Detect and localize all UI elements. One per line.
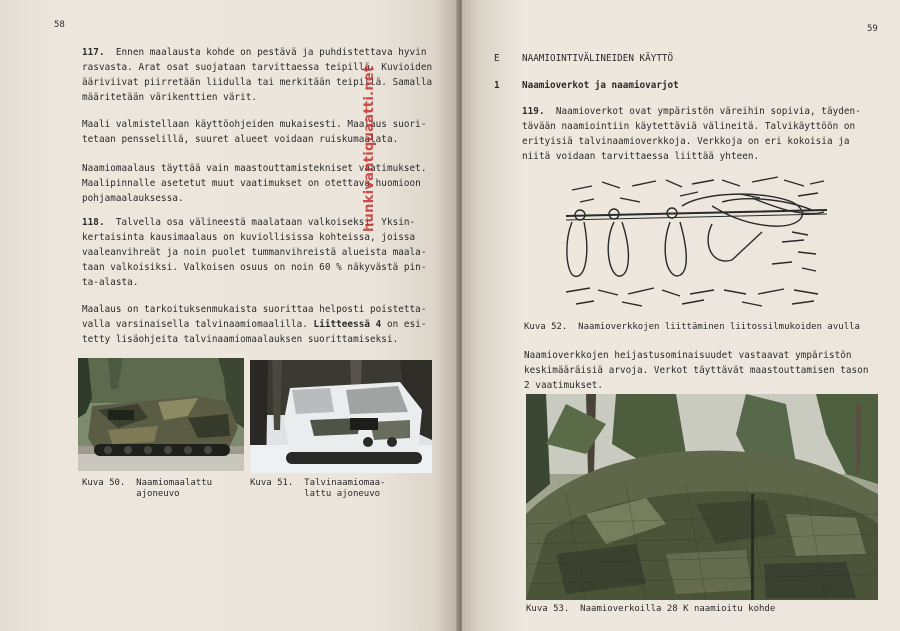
paragraph-number: 118.	[82, 217, 105, 228]
paragraph-117	[82, 45, 432, 105]
text-line: Naamioverkkojen heijastusominaisuudet vastaavat ympäristön	[524, 350, 852, 361]
paragraph-number: 117.	[82, 47, 105, 58]
right-page	[462, 0, 900, 631]
text-line: Maalipinnalle asetetut muut vaatimukset on otettava huomioon	[82, 178, 421, 189]
text-line: tetty lisäohjeita talvinaamiomaalauksen suorittamiseksi.	[82, 334, 399, 345]
text-line: 2 vaatimukset.	[524, 380, 604, 391]
text-line: on esi-	[381, 319, 427, 330]
text-line: pohjamaalauksessa.	[82, 193, 184, 204]
paragraph-118b	[82, 302, 427, 347]
text-line: Maalaus on tarkoituksenmukaista suorittaa helposti poistetta-	[82, 304, 427, 315]
text-line: Ennen maalausta kohde on pestävä ja puhdistettava hyvin	[104, 47, 427, 58]
text-line: erityisiä talvinaamioverkkoja. Verkkoja on eri kokoisia ja	[522, 136, 850, 147]
text-line: ta-alasta.	[82, 277, 139, 288]
figure-caption: Kuva 53. Naamioverkoilla 28 K naamioitu kohde	[526, 604, 776, 614]
text-line: niitä voidaan tarvittaessa liittää yhteen.	[522, 151, 760, 162]
watermark: hunkivantiquaatti.net	[362, 65, 377, 232]
text-line: valla varsinaisella talvinaamiomaalilla.	[82, 319, 314, 330]
paragraph-120	[524, 348, 868, 393]
subsection-number: 1	[494, 80, 500, 91]
page-number: 58	[54, 20, 65, 30]
text-line: taan valkoisiksi. Valkoisen osuus on noin 60 % näkyvästä pin-	[82, 262, 427, 273]
text-line: tetaan pensselillä, suuret alueet voidaan ruiskumaalata.	[82, 134, 399, 145]
text-line: vaaleanvihreät ja noin puolet tummanvihreistä alueista maala-	[82, 247, 427, 258]
text-line: ääriviivat piirretään liidulla tai merkitään teipillä. Samalla	[82, 77, 433, 88]
subsection-heading: Naamioverkot ja naamiovarjot	[522, 80, 679, 91]
photo-winter-vehicle	[250, 360, 432, 473]
appendix-reference: Liitteessä 4	[313, 319, 382, 330]
section-letter: E	[494, 53, 500, 64]
text-line: Naamioverkot ovat ympäristön väreihin sopivia, täyden-	[544, 106, 861, 117]
text-line: keskimääräisiä arvoja. Verkot täyttävät maastouttamisen tason	[524, 365, 869, 376]
figure-caption: Kuva 51. Talvinaamiomaa- lattu ajoneuvo	[250, 478, 386, 499]
paragraph-number: 119.	[522, 106, 545, 117]
text-line: tävään naamiointiin käytettäviä välineitä. Talvikäyttöön on	[522, 121, 856, 132]
page-number: 59	[867, 24, 878, 34]
photo-camouflaged-vehicle	[78, 358, 244, 471]
text-line: Maali valmistellaan käyttöohjeiden mukaisesti. Maalaus suori-	[82, 119, 427, 130]
section-heading: NAAMIOINTIVÄLINEIDEN KÄYTTÖ	[522, 53, 674, 64]
paragraph-119	[522, 104, 861, 164]
text-line: Talvella osa välineestä maalataan valkoiseksi. Yksin-	[104, 217, 416, 228]
text-line: rasvasta. Arat osat suojataan tarvittaessa teipillä. Kuvioiden	[82, 62, 433, 73]
illustration-net-loops	[562, 172, 832, 312]
figure-caption: Kuva 50. Naamiomaalattu ajoneuvo	[82, 478, 213, 499]
text-line: määritetään värikenttien värit.	[82, 92, 258, 103]
text-line: kertaisinta kausimaalaus on kuviollisissa kohteissa, joissa	[82, 232, 416, 243]
text-line: Naamiomaalaus täyttää vain maastouttamistekniset vaatimukset.	[82, 163, 427, 174]
photo-camouflage-net	[526, 394, 878, 600]
figure-caption: Kuva 52. Naamioverkkojen liittäminen liitossilmukoiden avulla	[524, 322, 860, 332]
